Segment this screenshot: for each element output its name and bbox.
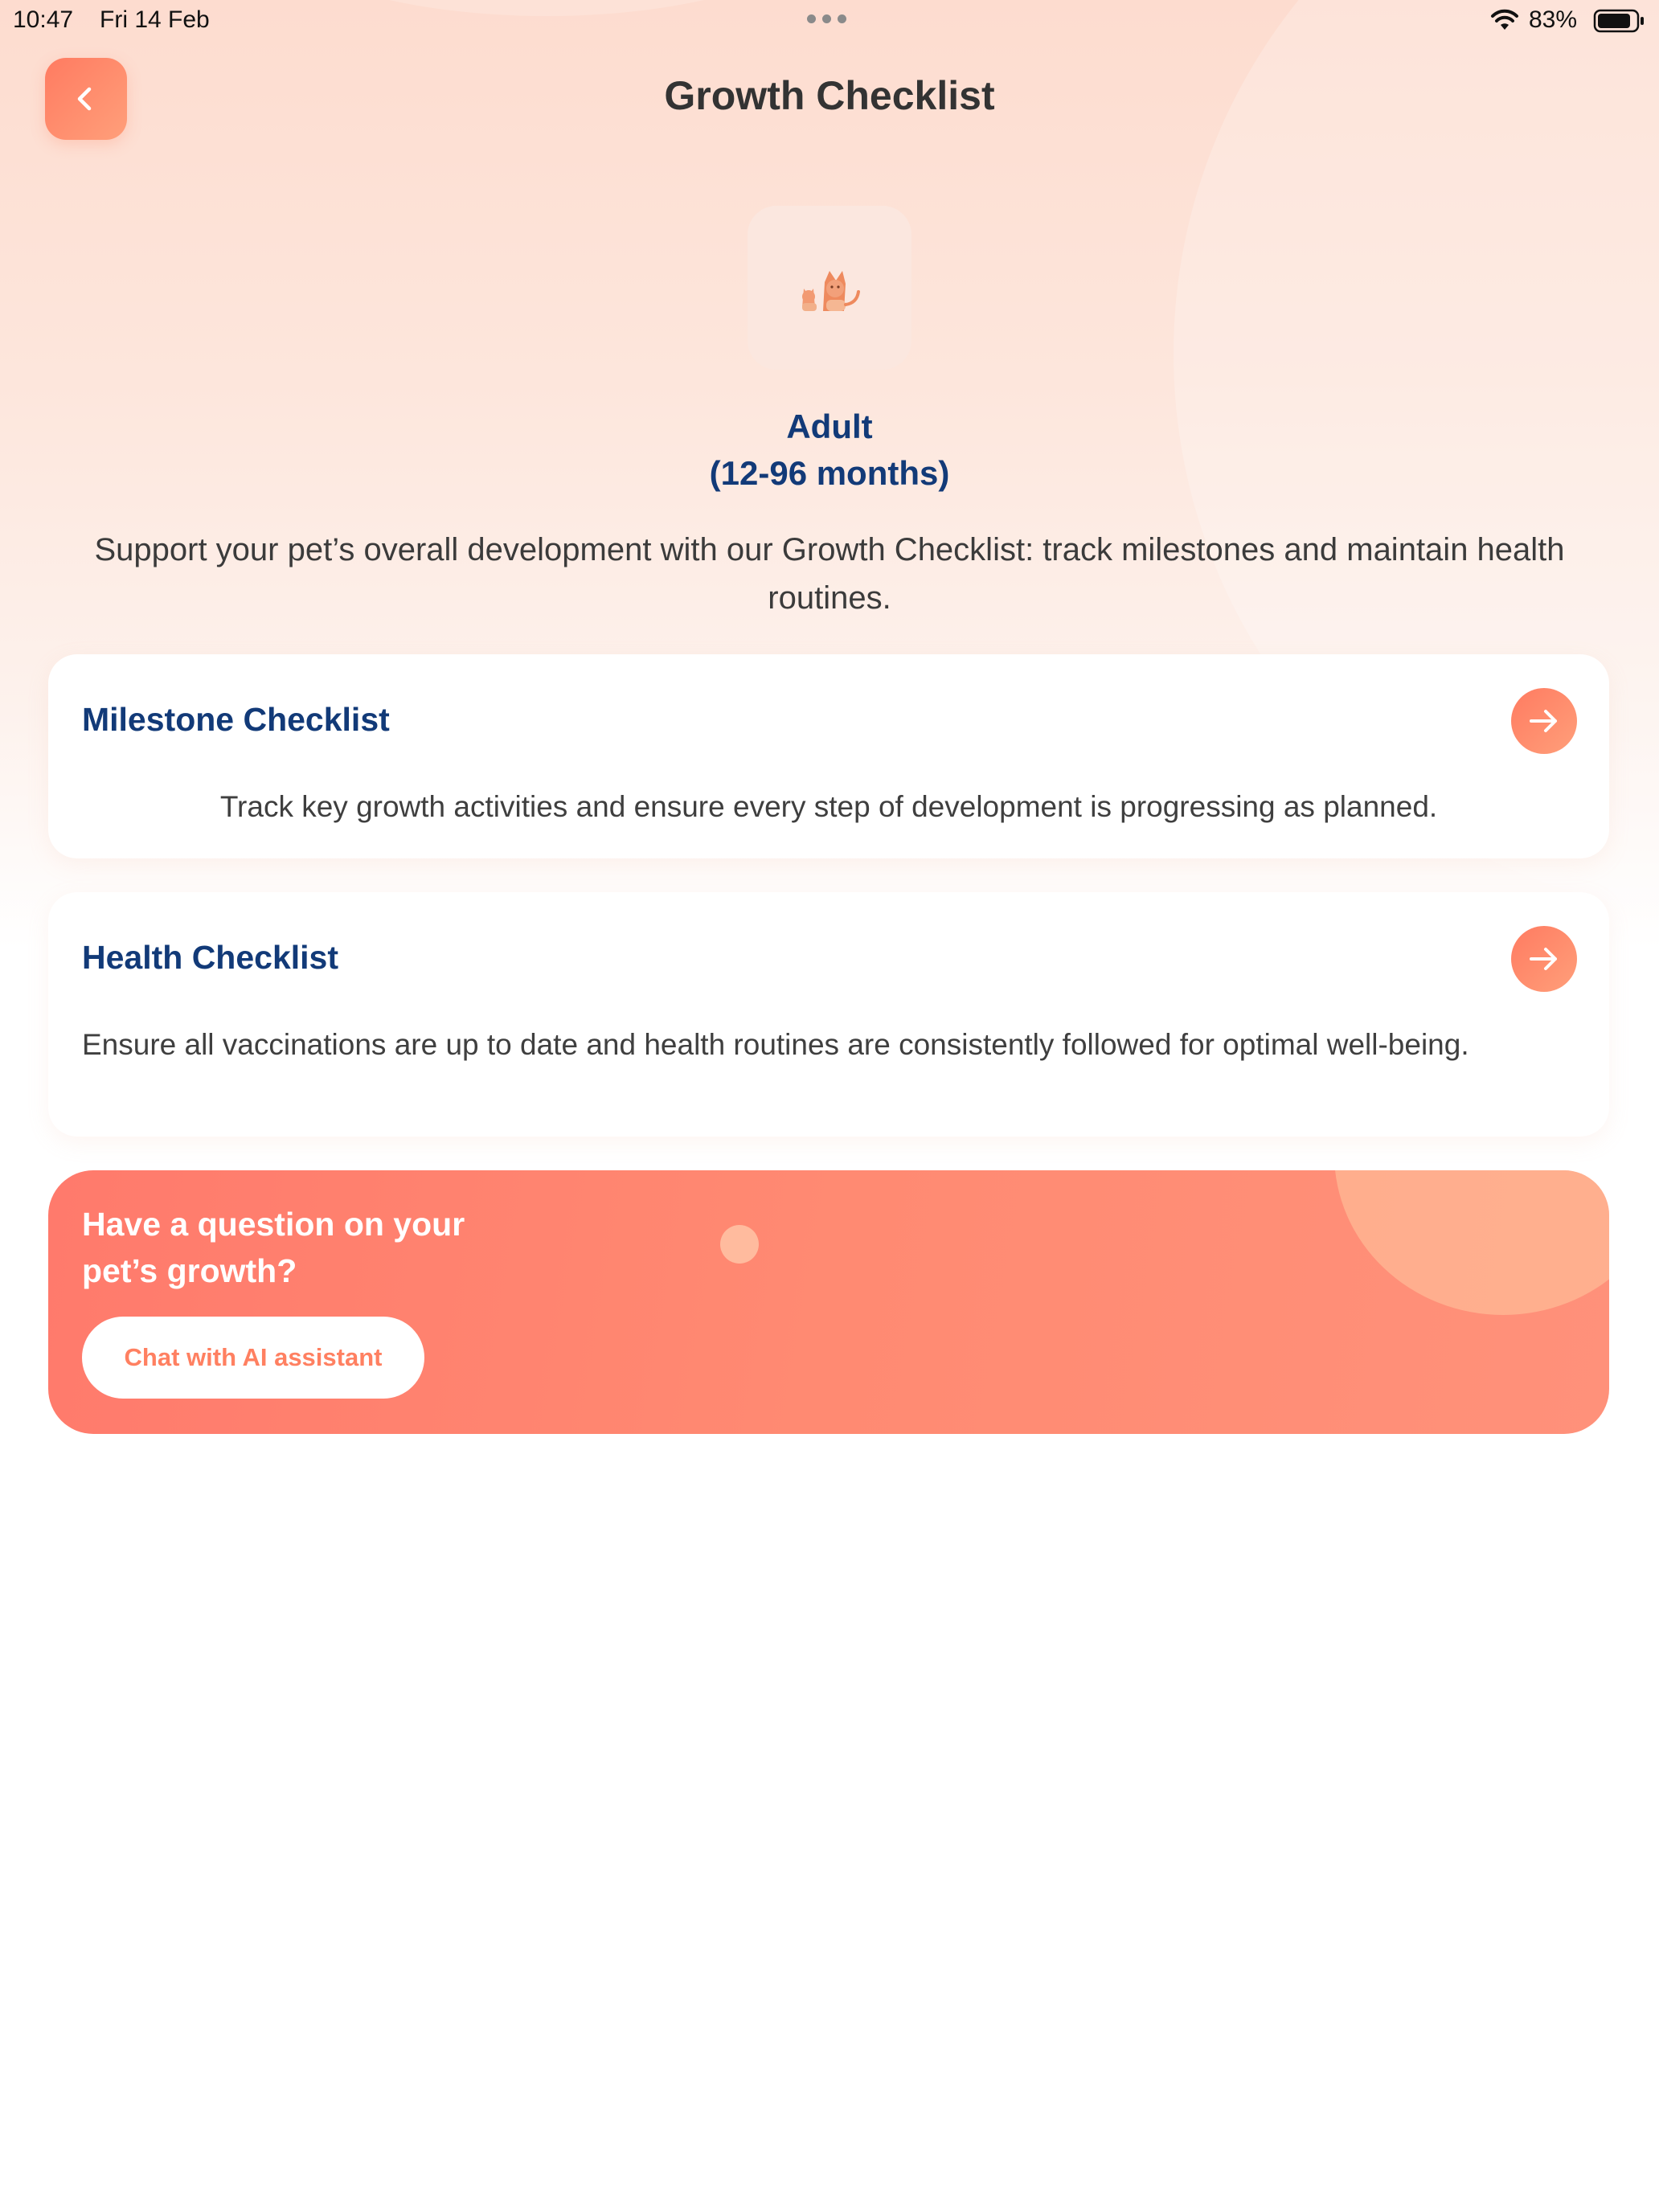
status-time: 10:47	[13, 6, 74, 33]
milestone-open-button[interactable]	[1511, 688, 1577, 754]
battery-percentage: 83%	[1529, 6, 1578, 33]
page-title: Growth Checklist	[664, 73, 995, 118]
card-title: Health Checklist	[82, 939, 338, 976]
status-bar	[0, 0, 1659, 42]
arrow-right-icon	[1526, 941, 1562, 977]
chat-ai-assistant-button[interactable]: Chat with AI assistant	[82, 1317, 424, 1399]
stage-age-range: (12-96 months)	[709, 454, 950, 492]
banner-title: Have a question on your pet’s growth?	[82, 1206, 465, 1289]
health-checklist-card[interactable]	[48, 892, 1609, 1137]
status-date: Fri 14 Feb	[100, 6, 210, 33]
stage-icon-tile	[748, 206, 911, 370]
card-description: Track key growth activities and ensure every step of development is progressing as planned.	[219, 790, 1438, 823]
stage-heading	[0, 403, 1659, 497]
wifi-icon	[1490, 8, 1519, 32]
stage-name: Adult	[786, 408, 873, 445]
banner-decoration-circle	[1334, 1170, 1609, 1315]
multitasking-dots-icon[interactable]	[807, 14, 846, 23]
cat-dog-icon	[796, 260, 863, 316]
milestone-checklist-card[interactable]	[48, 654, 1609, 858]
card-description: Ensure all vaccinations are up to date and health routines are consistently followed for optimal well-being.	[82, 1028, 1469, 1061]
arrow-right-icon	[1526, 703, 1562, 739]
banner-decoration-dot	[720, 1225, 759, 1264]
health-open-button[interactable]	[1511, 926, 1577, 992]
intro-text: Support your pet’s overall development with our Growth Checklist: track milestones and maintain health routines.	[94, 532, 1565, 616]
ai-assistant-banner	[48, 1170, 1609, 1434]
battery-icon	[1593, 8, 1646, 34]
card-title: Milestone Checklist	[82, 701, 390, 738]
